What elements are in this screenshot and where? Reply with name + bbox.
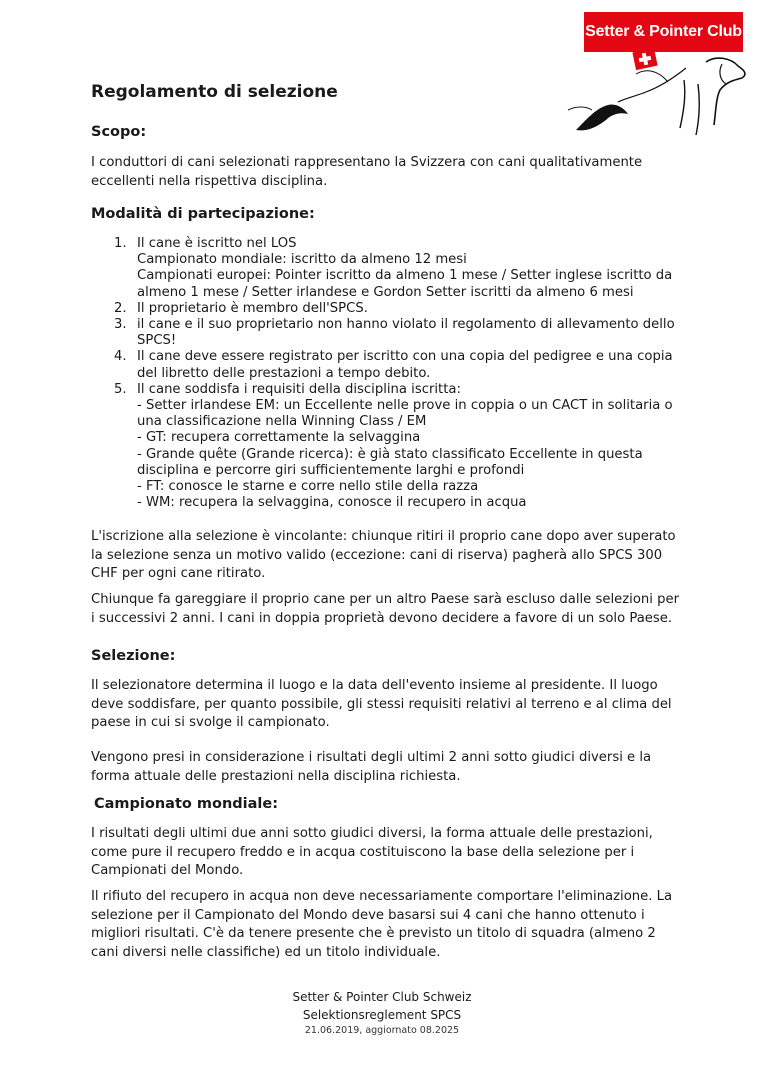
scopo-text: I conduttori di cani selezionati rappresentano la Svizzera con cani qualitativamente eccellenti nella rispettiva disciplina. [91, 155, 643, 189]
list-item-text: - Setter irlandese EM: un Eccellente nelle prove in coppia o un CACT in solitaria o una classificazione nella Winning Class / EM [137, 398, 673, 430]
heading-selezione: Selezione: [91, 648, 176, 664]
list-item-number: 3. [114, 317, 127, 333]
list-item-text: Il cane soddisfa i requisiti della disciplina iscritta: [137, 381, 461, 397]
footer-date: 21.06.2019, aggiornato 08.2025 [304, 1025, 460, 1036]
heading-mondiale: Campionato mondiale: [94, 796, 279, 812]
mondiale-paragraph-2: Il rifiuto del recupero in acqua non deve necessariamente comportare l'eliminazione. La selezione per il Campionato del Mondo deve basarsi sui 4 cani che hanno ottenuto i migliori risultati. C'è da tenere presente che è previsto un titolo di squadra (almeno 2 cani diversi nelle classifiche) ed un titolo individuale. [91, 889, 673, 960]
list-item-number: 1. [114, 236, 127, 251]
list-item-text: Il cane deve essere registrato per iscritto con una copia del pedigree e una copia del libretto delle prestazioni a tempo debito. [137, 349, 673, 381]
list-item-text: - Grande quête (Grande ricerca): è già stato classificato Eccellente in questa disciplina e percorre giri sufficientemente larghi e profondi [137, 446, 643, 478]
requirements-list [91, 236, 681, 511]
list-item [91, 317, 681, 349]
page-title: Regolamento di selezione [91, 82, 338, 102]
list-item [91, 382, 681, 512]
footer-doc-name: Selektionsreglement SPCS [302, 1008, 462, 1022]
modalita-paragraph-2: Chiunque fa gareggiare il proprio cane per un altro Paese sarà escluso dalle selezioni per i successivi 2 anni. I cani in doppia proprietà devono decidere a favore di un solo Paese. [91, 592, 680, 626]
mondiale-paragraph-1: I risultati degli ultimi due anni sotto giudici diversi, la forma attuale delle prestazioni, come pure il recupero freddo e in acqua costituiscono la base della selezione per i Campionati del Mondo. [91, 826, 653, 878]
list-item [91, 349, 681, 381]
list-item-number: 2. [114, 300, 127, 316]
list-item-number: 5. [114, 381, 127, 397]
list-item-text: - FT: conosce le starne e corre nello stile della razza [137, 479, 479, 495]
heading-scopo: Scopo: [91, 124, 147, 140]
list-item [91, 301, 681, 317]
selezione-paragraph-1: Il selezionatore determina il luogo e la data dell'evento insieme al presidente. Il luogo deve soddisfare, per quanto possibile, gli stessi requisiti relativi al terreno e al clima del paese in cui si svolge il campionato. [91, 678, 672, 730]
logo-title: Setter & Pointer Club [584, 12, 743, 52]
list-item [91, 236, 681, 301]
club-logo [566, 10, 751, 145]
list-item-text: Campionati europei: Pointer iscritto da almeno 1 mese / Setter inglese iscritto da almeno 1 mese / Setter irlandese e Gordon Setter iscritti da almeno 6 mesi [137, 268, 673, 300]
list-item-text: Il cane è iscritto nel LOS [137, 236, 297, 251]
list-item-text: Il proprietario è membro dell'SPCS. [137, 300, 368, 316]
modalita-paragraph-1: L'iscrizione alla selezione è vincolante: chiunque ritiri il proprio cane dopo aver superato la selezione senza un motivo valido (eccezione: cani di riserva) pagherà allo SPCS 300 CHF per ogni cane ritirato. [91, 529, 676, 581]
list-item-text: Campionato mondiale: iscritto da almeno 12 mesi [137, 252, 467, 268]
selezione-paragraph-2: Vengono presi in considerazione i risultati degli ultimi 2 anni sotto giudici diversi e la forma attuale delle prestazioni nella disciplina richiesta. [91, 750, 652, 784]
footer-club-name: Setter & Pointer Club Schweiz [292, 990, 472, 1004]
list-item-text: il cane e il suo proprietario non hanno violato il regolamento di allevamento dello SPCS! [137, 317, 675, 349]
list-item-number: 4. [114, 349, 127, 365]
heading-modalita: Modalità di partecipazione: [91, 206, 315, 222]
list-item-text: - WM: recupera la selvaggina, conosce il recupero in acqua [137, 495, 527, 511]
list-item-text: - GT: recupera correttamente la selvaggina [137, 430, 421, 446]
